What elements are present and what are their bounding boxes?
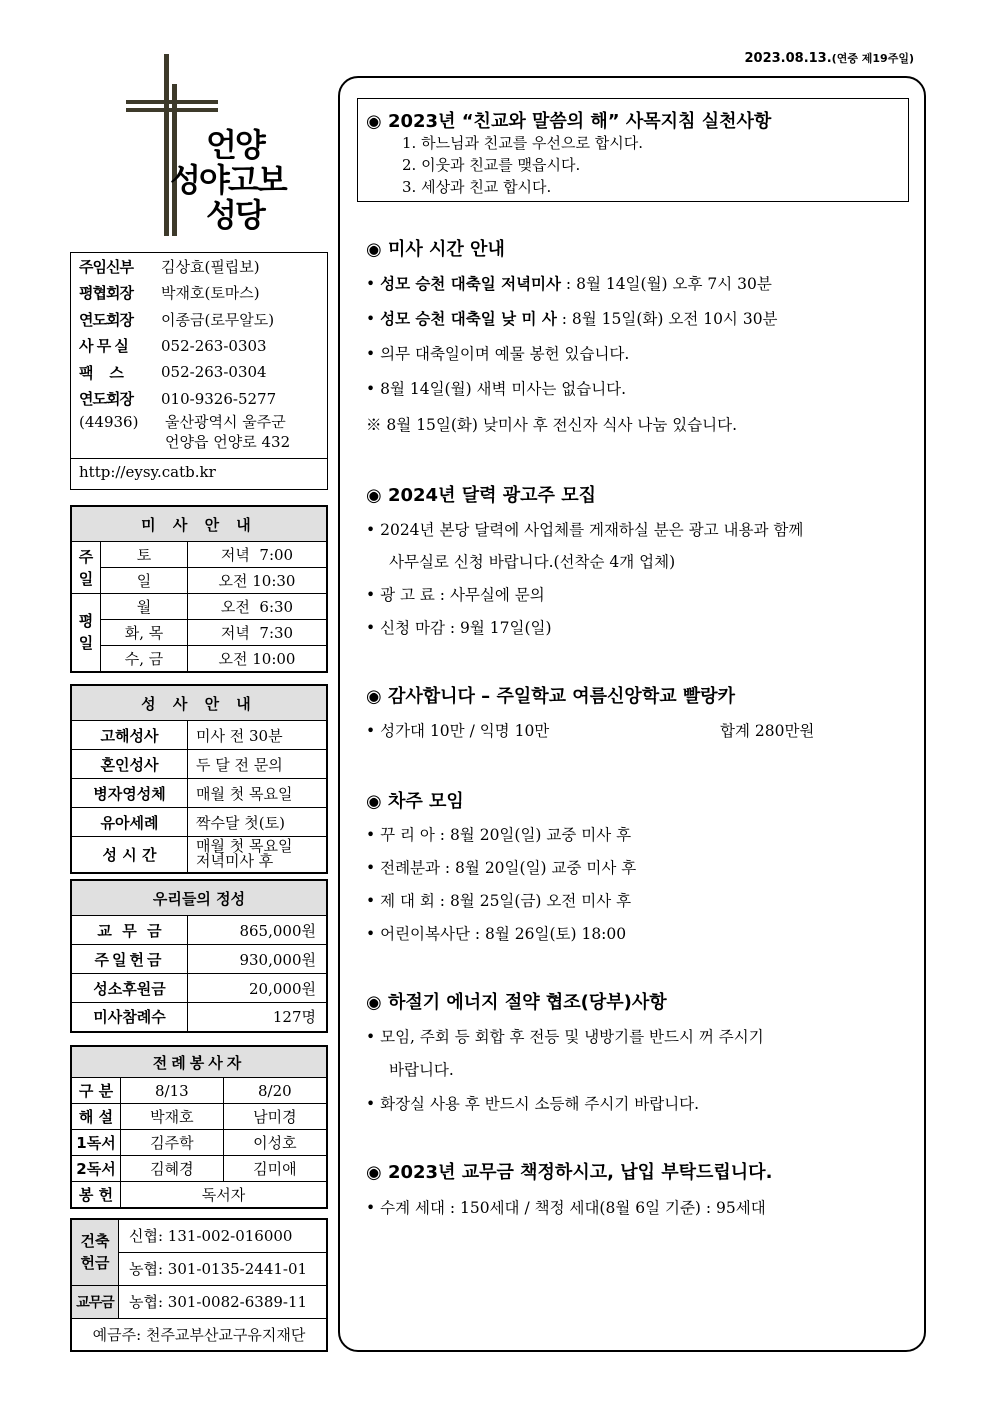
- notice-highlight: 성모 승천 대축일 저녁미사: [380, 275, 561, 293]
- sacrament-table: [70, 684, 328, 874]
- bullet: •: [366, 521, 376, 539]
- info-value: 010-9326-5277: [161, 389, 277, 408]
- building-fund-text: 건축헌금: [80, 1232, 110, 1273]
- notice-text: 2024년 본당 달력에 사업체를 게재하실 분은 광고 내용과 함께: [380, 521, 804, 539]
- notice-text: 의무 대축일이며 예물 봉헌 있습니다.: [380, 345, 630, 363]
- sacrament-name: 성 시 간: [71, 837, 188, 873]
- info-row: [71, 280, 327, 307]
- notice-line: [366, 856, 636, 878]
- notice-total: 합계 280만원: [720, 722, 815, 740]
- info-value: 052-263-0304: [161, 363, 267, 382]
- mass-day: 수, 금: [101, 646, 188, 672]
- bullet: •: [366, 1028, 376, 1046]
- bullet: •: [366, 1199, 376, 1217]
- notice-text: 바랍니다.: [389, 1061, 454, 1079]
- section-title: ◉ 차주 모임: [366, 791, 464, 812]
- offering-amount: 20,000원: [188, 974, 328, 1003]
- weekday-text: 평일: [78, 612, 94, 653]
- notice-text: 제 대 회 : 8월 25일(금) 오전 미사 후: [380, 892, 632, 910]
- bullet: •: [366, 859, 376, 877]
- offering-amount: 865,000원: [188, 916, 328, 945]
- server-name: 김미애: [223, 1156, 327, 1182]
- offering-name: 주일헌금: [71, 945, 188, 974]
- sacrament-name: 유아세례: [71, 808, 188, 837]
- notice-text: 어린이복사단 : 8월 26일(토) 18:00: [380, 925, 627, 943]
- mass-day: 화, 목: [101, 620, 188, 646]
- info-value: 박재호(토마스): [161, 284, 260, 303]
- notice-line: [366, 377, 626, 399]
- church-info-box: [70, 252, 328, 490]
- bullet: •: [366, 619, 376, 637]
- servers-date: 8/20: [223, 1078, 327, 1104]
- liturgy-servers-table: [70, 1045, 328, 1209]
- sacrament-info: 미사 전 30분: [188, 721, 328, 750]
- sacrament-info: 매월 첫 목요일: [188, 779, 328, 808]
- info-label: 팩 스: [79, 363, 123, 382]
- building-fund-label: [71, 1219, 119, 1285]
- bullet: •: [366, 380, 376, 398]
- notice-text: 광 고 료 : 사무실에 문의: [380, 586, 545, 604]
- mass-time: 오전 10:00: [188, 646, 328, 672]
- logo-line1: 언양: [206, 126, 264, 164]
- offering-amount: 127명: [188, 1003, 328, 1032]
- dues-label: 교무금: [71, 1285, 119, 1318]
- holy-hour-line1: 매월 첫 목요일: [196, 837, 293, 856]
- sacrament-info: 두 달 전 문의: [188, 750, 328, 779]
- sacrament-table-title: 성 사 안 내: [71, 685, 327, 721]
- servers-role: 2독서: [71, 1156, 121, 1182]
- info-row: [71, 253, 327, 280]
- offering-table: [70, 879, 328, 1033]
- info-value: 이종금(로무알도): [161, 310, 275, 329]
- guideline-item: 1. 하느님과 친교를 우선으로 합시다.: [402, 134, 644, 152]
- notice-line: [366, 823, 631, 845]
- account-number: 농협: 301-0082-6389-11: [119, 1285, 328, 1318]
- mass-time: 저녁 7:30: [188, 620, 328, 646]
- mass-day: 토: [101, 542, 188, 568]
- notice-text: : 8월 15일(화) 오전 10시 30분: [556, 310, 778, 328]
- bullet: •: [366, 1095, 376, 1113]
- servers-role: 봉 헌: [71, 1182, 121, 1208]
- notice-line: [366, 307, 778, 329]
- bullet: •: [366, 826, 376, 844]
- bullet: •: [366, 275, 376, 293]
- notice-line: [366, 922, 626, 944]
- notice-text: 전례분과 : 8월 20일(일) 교중 미사 후: [380, 859, 637, 877]
- server-name: 남미경: [223, 1104, 327, 1130]
- info-row: [71, 333, 327, 360]
- date-main: 2023.08.13.: [744, 51, 832, 66]
- offering-name: 교 무 금: [71, 916, 188, 945]
- guideline-item: 2. 이웃과 친교를 맺읍시다.: [402, 156, 581, 174]
- mass-day: 일: [101, 568, 188, 594]
- servers-table-title: 전례봉사자: [71, 1046, 327, 1078]
- address-line1: 울산광역시 울주군: [165, 413, 286, 431]
- sunday-text: 주일: [78, 547, 94, 588]
- mass-time: 오전 6:30: [188, 594, 328, 620]
- info-label: 연도회장: [79, 390, 133, 409]
- section-title: ◉ 하절기 에너지 절약 협조(당부)사항: [366, 992, 667, 1013]
- info-row: [71, 359, 327, 386]
- section-title: ◉ 2023년 교무금 책정하시고, 납입 부탁드립니다.: [366, 1162, 773, 1183]
- notice-line: [366, 1196, 766, 1218]
- info-row: [71, 386, 327, 413]
- info-label: 평협회장: [79, 284, 133, 303]
- sacrament-name: 고해성사: [71, 721, 188, 750]
- mass-table-title: 미 사 안 내: [71, 506, 327, 542]
- server-name: 이성호: [223, 1130, 327, 1156]
- sacrament-name: 병자영성체: [71, 779, 188, 808]
- guideline-item: 3. 세상과 친교 합시다.: [402, 178, 552, 196]
- bank-accounts-table: [70, 1218, 328, 1352]
- pastoral-guideline-title: ◉ 2023년 “친교와 말씀의 해” 사목지침 실천사항: [366, 111, 772, 132]
- info-value: 김상효(필립보): [161, 257, 260, 276]
- bullet: •: [366, 892, 376, 910]
- sacrament-info: 짝수달 첫(토): [188, 808, 328, 837]
- logo-line2: 성야고보: [170, 161, 286, 199]
- bullet: •: [366, 586, 376, 604]
- notice-text: 모임, 주회 등 회합 후 전등 및 냉방기를 반드시 꺼 주시기: [380, 1028, 764, 1046]
- servers-role: 해 설: [71, 1104, 121, 1130]
- notice-line: [366, 1025, 764, 1047]
- info-row: [71, 306, 327, 333]
- account-number: 신협: 131-002-016000: [119, 1219, 328, 1252]
- logo-line3: 성당: [206, 196, 264, 234]
- date-sub: (연중 제19주일): [831, 52, 914, 65]
- bullet: •: [366, 722, 376, 740]
- server-name: 김혜경: [121, 1156, 224, 1182]
- section-title: ◉ 미사 시간 안내: [366, 239, 505, 260]
- notice-line: [366, 889, 631, 911]
- offertory-server: 독서자: [121, 1182, 328, 1208]
- mass-time: 저녁 7:00: [188, 542, 328, 568]
- notice-text: 꾸 리 아 : 8월 20일(일) 교중 미사 후: [380, 826, 632, 844]
- notice-line: [366, 616, 552, 638]
- account-holder: 예금주: 천주교부산교구유지재단: [71, 1318, 327, 1351]
- weekday-label: [71, 594, 101, 672]
- notice-text: 수계 세대 : 150세대 / 책정 세대(8월 6일 기준) : 95세대: [380, 1199, 766, 1217]
- notice-text: 신청 마감 : 9월 17일(일): [380, 619, 552, 637]
- notice-line: [366, 583, 545, 605]
- notice-line: [366, 518, 803, 540]
- offering-table-title: 우리들의 정성: [71, 880, 327, 916]
- section-title: ◉ 감사합니다 – 주일학교 여름신앙학교 빨랑카: [366, 686, 736, 707]
- section-title: ◉ 2024년 달력 광고주 모집: [366, 485, 596, 506]
- issue-date: [744, 50, 914, 66]
- notice-highlight: 성모 승천 대축일 낮 미 사: [380, 310, 557, 328]
- servers-role: 1독서: [71, 1130, 121, 1156]
- website-link[interactable]: http://eysy.catb.kr: [71, 458, 327, 485]
- info-value: 052-263-0303: [161, 336, 267, 355]
- mass-time: 오전 10:30: [188, 568, 328, 594]
- info-label: 주임신부: [79, 257, 133, 276]
- account-number: 농협: 301-0135-2441-01: [119, 1252, 328, 1285]
- pastoral-guideline-box: [357, 98, 909, 202]
- address: [71, 412, 327, 452]
- holy-hour-line2: 저녁미사 후: [196, 852, 274, 871]
- notice-text: 8월 14일(월) 새벽 미사는 없습니다.: [380, 380, 627, 398]
- servers-head: 구 분: [71, 1078, 121, 1104]
- notice-text: : 8월 14일(월) 오후 7시 30분: [561, 275, 772, 293]
- bullet: •: [366, 310, 376, 328]
- sacrament-info: [188, 837, 328, 873]
- server-name: 김주학: [121, 1130, 224, 1156]
- mass-day: 월: [101, 594, 188, 620]
- notice-text: 화장실 사용 후 반드시 소등해 주시기 바랍니다.: [380, 1095, 700, 1113]
- info-label: 사 무 실: [79, 337, 128, 356]
- mass-schedule-table: [70, 505, 328, 673]
- servers-date: 8/13: [121, 1078, 224, 1104]
- sacrament-name: 혼인성사: [71, 750, 188, 779]
- notice-text: 사무실로 신청 바랍니다.(선착순 4개 업체): [389, 553, 676, 571]
- notice-line: [366, 342, 629, 364]
- offering-name: 성소후원금: [71, 974, 188, 1003]
- bullet: •: [366, 925, 376, 943]
- notice-line: [366, 1092, 699, 1114]
- notice-line: [366, 272, 772, 294]
- notice-line: [366, 719, 549, 741]
- offering-name: 미사참례수: [71, 1003, 188, 1032]
- church-logo-text: [170, 128, 286, 233]
- offering-amount: 930,000원: [188, 945, 328, 974]
- bullet: •: [366, 345, 376, 363]
- notice-note: ※ 8월 15일(화) 낮미사 후 전신자 식사 나눔 있습니다.: [366, 416, 738, 434]
- zip-code: (44936): [79, 413, 139, 431]
- sunday-label: [71, 542, 101, 594]
- info-label: 연도회장: [79, 310, 133, 329]
- notice-text: 성가대 10만 / 익명 10만: [380, 722, 550, 740]
- address-line2: 언양읍 언양로 432: [165, 433, 291, 451]
- server-name: 박재호: [121, 1104, 224, 1130]
